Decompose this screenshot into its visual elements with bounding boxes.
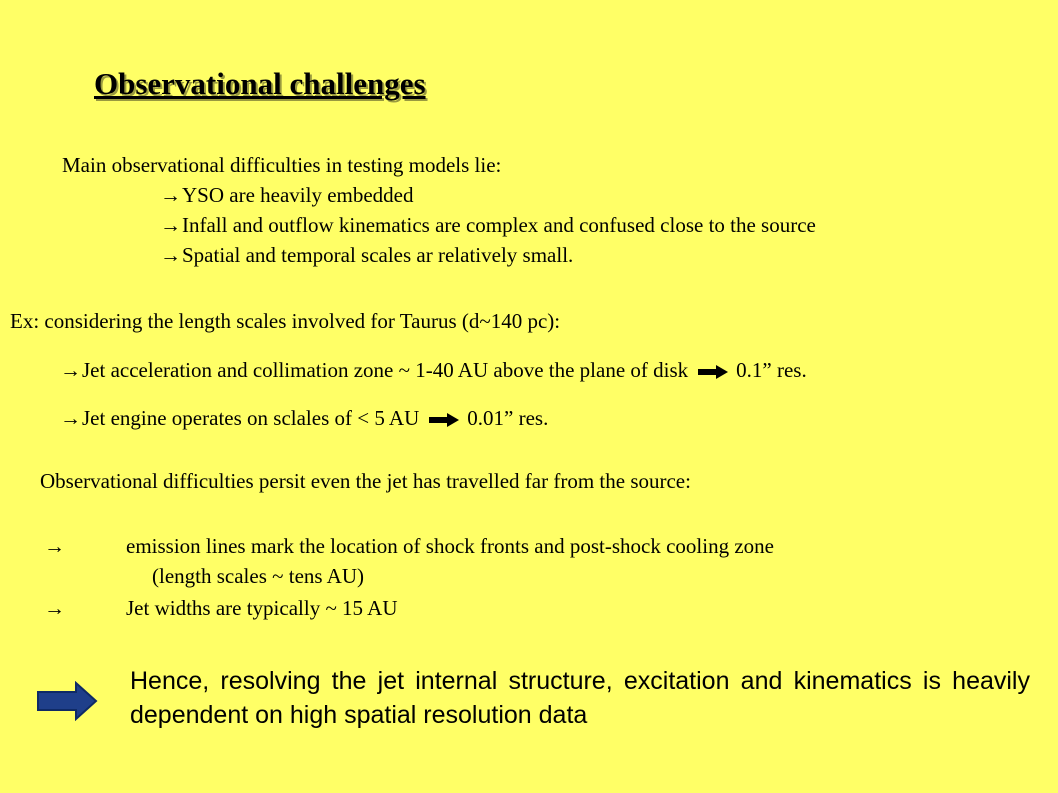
- right-arrow-icon: →: [160, 183, 181, 207]
- right-arrow-icon: [36, 681, 98, 721]
- difficulty-item: [160, 180, 414, 210]
- conclusion-text: Hence, resolving the jet internal structure, excitation and kinematics is heavily dependent on high spatial resolution data: [130, 667, 1030, 729]
- difficulty-text: Infall and outflow kinematics are complex and confused close to the source: [182, 213, 816, 237]
- difficulty-item: [160, 240, 573, 270]
- right-arrow-icon: →: [160, 243, 181, 267]
- example-item: [60, 355, 807, 385]
- right-arrow-icon: →: [60, 406, 81, 430]
- example-intro: Ex: considering the length scales involved for Taurus (d~140 pc):: [10, 309, 561, 333]
- example-result: 0.01” res.: [467, 406, 549, 430]
- persist-arrow-2: [44, 593, 65, 623]
- example-result: 0.1” res.: [736, 358, 807, 382]
- persist-subnote: (length scales ~ tens AU): [152, 564, 364, 588]
- example-text: Jet acceleration and collimation zone ~ 1-40 AU above the plane of disk: [82, 358, 689, 382]
- right-arrow-icon: [698, 365, 728, 379]
- example-text: Jet engine operates on sclales of < 5 AU: [82, 406, 420, 430]
- persist-text: Jet widths are typically ~ 15 AU: [126, 596, 398, 620]
- persist-intro: Observational difficulties persit even the jet has travelled far from the source:: [40, 469, 691, 493]
- right-arrow-icon: →: [160, 213, 181, 237]
- difficulty-item: [160, 210, 816, 240]
- difficulty-text: Spatial and temporal scales ar relatively small.: [182, 243, 574, 267]
- difficulty-text: YSO are heavily embedded: [182, 183, 414, 207]
- right-arrow-icon: →: [44, 596, 65, 620]
- right-arrow-icon: →: [60, 358, 81, 382]
- example-item: [60, 403, 548, 433]
- right-arrow-icon: →: [44, 534, 65, 558]
- persist-text: emission lines mark the location of shock fronts and post-shock cooling zone: [126, 534, 774, 558]
- slide-title: Observational challenges: [94, 66, 426, 101]
- persist-arrow-1: [44, 531, 65, 561]
- intro-text: Main observational difficulties in testing models lie:: [62, 153, 502, 177]
- right-arrow-icon: [429, 413, 459, 427]
